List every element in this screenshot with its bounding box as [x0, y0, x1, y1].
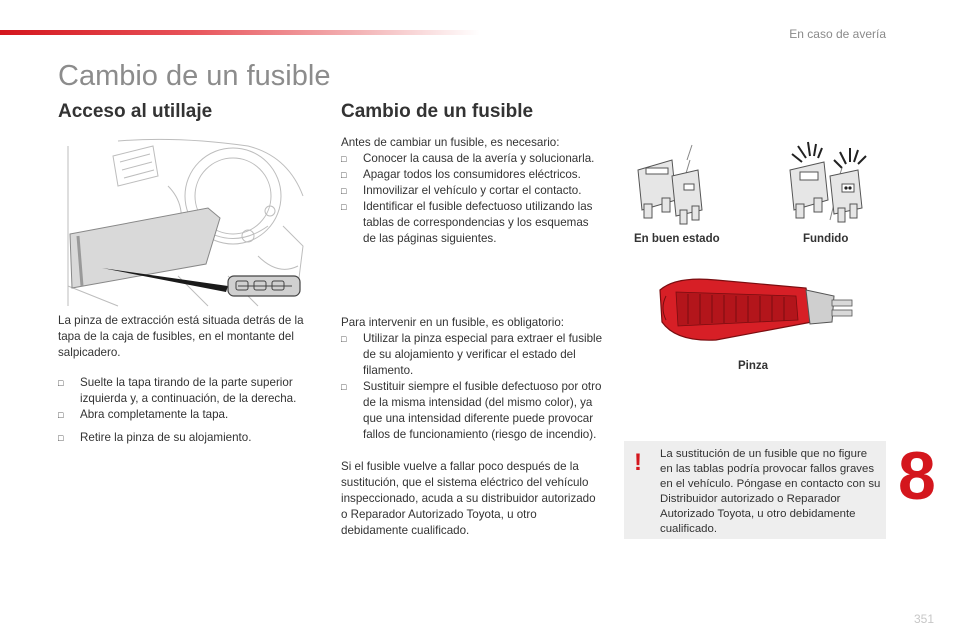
list-item: □ Suelte la tapa tirando de la parte superior izquierda y, a continuación, de la derecha.	[58, 375, 314, 407]
during-steps	[341, 331, 603, 443]
tool-location-text: La pinza de extracción está situada detrás de la tapa de la caja de fusibles, en el montante del salpicadero.	[58, 314, 304, 359]
top-accent-bar	[0, 30, 480, 35]
before-intro: Antes de cambiar un fusible, es necesario:	[341, 136, 560, 149]
heading-fuse-change: Cambio de un fusible	[341, 101, 534, 122]
during-intro: Para intervenir en un fusible, es obligatorio:	[341, 316, 564, 329]
list-item: □ Sustituir siempre el fusible defectuoso por otro de la misma intensidad (del mismo color), ya que una intensidad diferente puede provocar fallos de funcionamiento (riesgo de incendio).	[341, 379, 603, 443]
list-item: □ Identificar el fusible defectuoso utilizando las tablas de correspondencias y los esquemas de las páginas siguientes.	[341, 199, 603, 247]
list-item: □ Abra completamente la tapa.	[58, 407, 314, 423]
tool-caption: Pinza	[738, 360, 769, 372]
fuse-puller-tool-illustration	[656, 262, 856, 356]
fuse-good-caption: En buen estado	[634, 233, 720, 245]
closing-text: Si el fusible vuelve a fallar poco después de la sustitución, que el sistema eléctrico del vehículo inspeccionado, acuda a su distribuidor autorizado o Reparador Autorizado Toyota, u otro debidamente cualificado.	[341, 460, 596, 537]
list-item: □ Conocer la causa de la avería y solucionarla.	[341, 151, 603, 167]
open-cover-steps	[58, 375, 314, 423]
fuse-blown-illustration	[784, 140, 874, 230]
dashboard-illustration	[58, 136, 310, 312]
chapter-number: 8	[898, 438, 936, 514]
remove-tool-steps	[58, 430, 314, 446]
warning-panel	[624, 441, 886, 539]
list-item: □ Retire la pinza de su alojamiento.	[58, 430, 314, 446]
list-item: □ Utilizar la pinza especial para extraer el fusible de su alojamiento y verificar el estado del filamento.	[341, 331, 603, 379]
page-number: 351	[913, 612, 934, 626]
warning-icon: !	[634, 449, 642, 476]
heading-tool-access: Acceso al utillaje	[58, 101, 213, 122]
page-title: Cambio de un fusible	[58, 60, 331, 92]
fuse-blown-caption: Fundido	[803, 233, 849, 245]
list-item: □ Apagar todos los consumidores eléctricos.	[341, 167, 603, 183]
fuse-good-illustration	[632, 140, 722, 230]
warning-text: La sustitución de un fusible que no figure en las tablas podría provocar fallos graves en el vehículo. Póngase en contacto con su Distribuidor autorizado o Reparador Autorizado Toyota, u otro debidamente cualificado.	[660, 448, 881, 535]
list-item: □ Inmovilizar el vehículo y cortar el contacto.	[341, 183, 603, 199]
before-steps	[341, 151, 603, 247]
section-label: En caso de avería	[789, 27, 886, 41]
